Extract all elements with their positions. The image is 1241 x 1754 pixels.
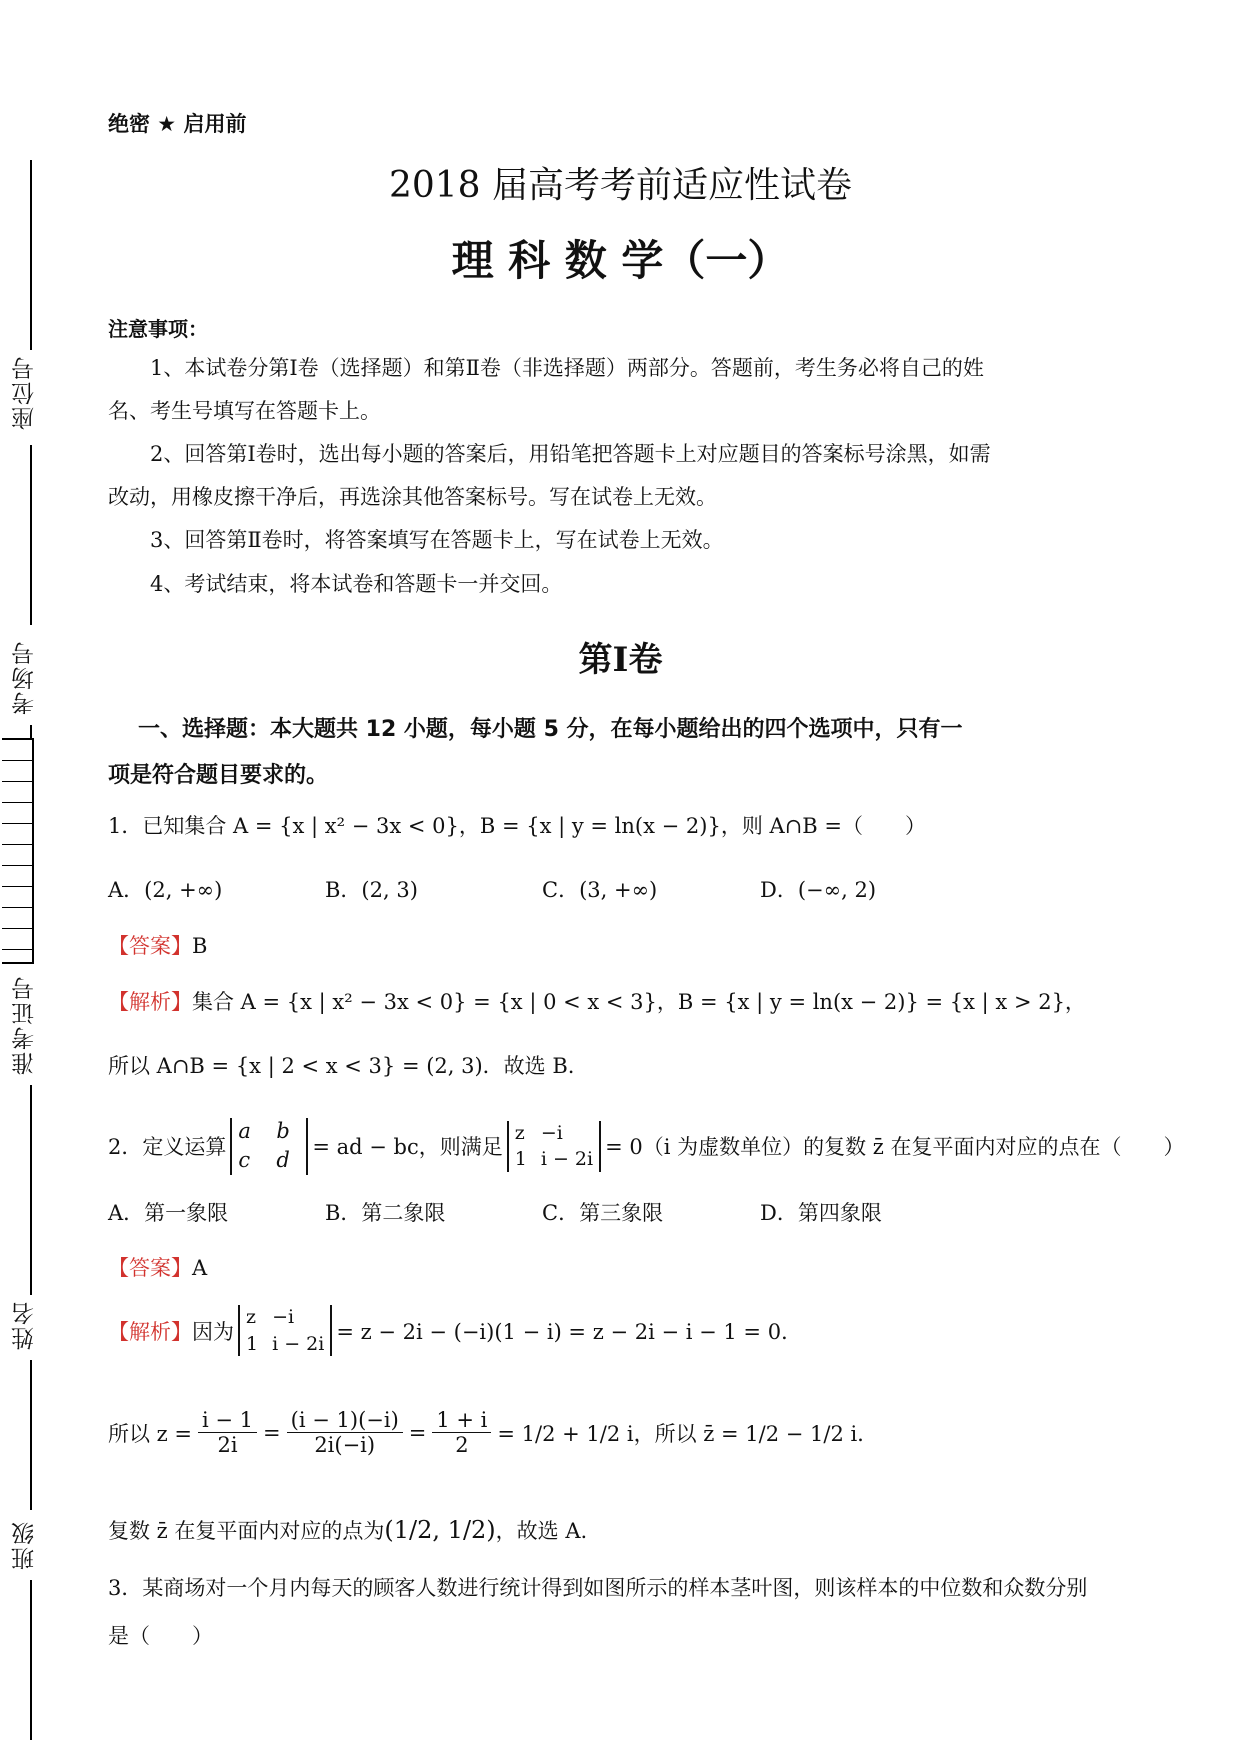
q2-option-d: D．第四象限: [760, 1201, 882, 1225]
q2-option-b: B．第二象限: [325, 1201, 446, 1225]
seat-number-label: 座位号: [12, 355, 38, 430]
determinant-2: z −i 1 i − 2i: [507, 1121, 601, 1172]
fraction: $\frac{(i - 1)(-i)}{2i(-i)}$: [287, 1408, 403, 1457]
q2-option-c: C．第三象限: [542, 1201, 664, 1225]
note-line: 3、回答第Ⅱ卷时，将答案填写在答题卡上，写在试卷上无效。: [150, 528, 724, 552]
analysis-tag: 【解析】: [108, 1319, 192, 1344]
q2-analysis-line3: 复数 z̄ 在复平面内对应的点为(1/2, 1/2)，故选 A.: [108, 1516, 588, 1544]
determinant-1: a b c d: [230, 1118, 308, 1175]
answer-tag: 【答案】: [108, 934, 192, 958]
q2-answer: [108, 1252, 207, 1282]
binding-line-bottom: [30, 1580, 32, 1740]
exam-title: 2018 届高考考前适应性试卷: [388, 165, 853, 206]
q2-analysis: [108, 1305, 802, 1356]
q2-stem-a: 2．定义运算: [108, 1135, 227, 1160]
q1-option-a: A．(2, +∞): [108, 878, 223, 902]
answer-value: B: [192, 934, 208, 958]
answer-value: A: [192, 1256, 208, 1280]
section-heading-cont: 项是符合题目要求的。: [108, 763, 329, 788]
note-line: 4、考试结束，将本试卷和答题卡一并交回。: [150, 572, 563, 596]
fraction: $\frac{i - 1}{2i}$: [198, 1408, 257, 1457]
note-line: 改动，用橡皮擦干净后，再选涂其他答案标号。写在试卷上无效。: [108, 485, 717, 509]
q1-answer: [108, 930, 207, 960]
q2-option-a: A．第一象限: [108, 1201, 229, 1225]
analysis-tag: 【解析】: [108, 990, 192, 1014]
q1-analysis-cont: 所以 A∩B = {x | 2 < x < 3} = (2, 3)．故选 B.: [108, 1054, 575, 1078]
note-line: 1、本试卷分第Ⅰ卷（选择题）和第Ⅱ卷（非选择题）两部分。答题前，考生务必将自己的姓: [150, 356, 984, 380]
name-label: 姓名: [12, 1300, 38, 1350]
q1-option-d: D．(−∞, 2): [760, 878, 877, 902]
binding-line-2: [30, 445, 32, 625]
q2-stem-c: = 0（i 为虚数单位）的复数 z̄ 在复平面内对应的点在（ ）: [605, 1135, 1185, 1160]
q1-option-c: C．(3, +∞): [542, 878, 658, 902]
analysis-text-b: = z − 2i − (−i)(1 − i) = z − 2i − i − 1 = 0．: [336, 1319, 803, 1344]
note-line: 2、回答第Ⅰ卷时，选出每小题的答案后，用铅笔把答题卡上对应题目的答案标号涂黑，如需: [150, 442, 991, 466]
q2-analysis-line2: 所以 z = $\frac{i - 1}{2i}$ = $\frac{(i - 1)(-i)}{2i(-i)}$ = $\frac{1 + i}{2}$ = 1/2 + 1/2 i，所以 z̄ = 1/2 − 1/2 i．: [108, 1408, 879, 1457]
q2-stem-b: = ad − bc，则满足: [312, 1135, 503, 1160]
binding-line-5: [30, 1360, 32, 1510]
analysis-text-a: 因为: [192, 1319, 234, 1344]
section-heading: 一、选择题：本大题共 12 小题，每小题 5 分，在每小题给出的四个选项中，只有一: [138, 717, 963, 742]
determinant-3: z −i 1 i − 2i: [238, 1305, 332, 1356]
question-3-stem: 3．某商场对一个月内每天的顾客人数进行统计得到如图所示的样本茎叶图，则该样本的中位数和众数分别: [108, 1576, 1088, 1600]
note-line: 名、考生号填写在答题卡上。: [108, 399, 381, 423]
q1-option-b: B．(2, 3): [325, 878, 418, 902]
notes-heading: 注意事项：: [108, 317, 208, 341]
answer-tag: 【答案】: [108, 1256, 192, 1280]
room-number-label: 考场号: [12, 640, 38, 715]
volume-title: 第Ⅰ卷: [578, 640, 663, 680]
binding-line-4: [30, 1085, 32, 1295]
binding-line-3: [30, 725, 32, 739]
analysis-text: 集合 A = {x | x² − 3x < 0} = {x | 0 < x < 3}，B = {x | y = ln(x − 2)} = {x | x > 2}，: [192, 990, 1086, 1014]
question-3-stem-cont: 是（ ）: [108, 1624, 213, 1648]
question-2-stem: [108, 1118, 1185, 1175]
point-coordinates: (1/2, 1/2): [384, 1516, 496, 1544]
ticket-number-boxes: [2, 738, 34, 964]
fraction: $\frac{1 + i}{2}$: [432, 1408, 491, 1457]
q1-analysis: [108, 986, 1086, 1016]
ticket-number-label: 准考证号: [12, 975, 38, 1075]
class-label: 班级: [12, 1520, 38, 1570]
question-1-stem: 1．已知集合 A = {x | x² − 3x < 0}，B = {x | y = ln(x − 2)}，则 A∩B =（ ）: [108, 814, 926, 838]
secret-label: 绝密 ★ 启用前: [108, 112, 247, 136]
subject-title: 理 科 数 学（一）: [451, 236, 790, 285]
